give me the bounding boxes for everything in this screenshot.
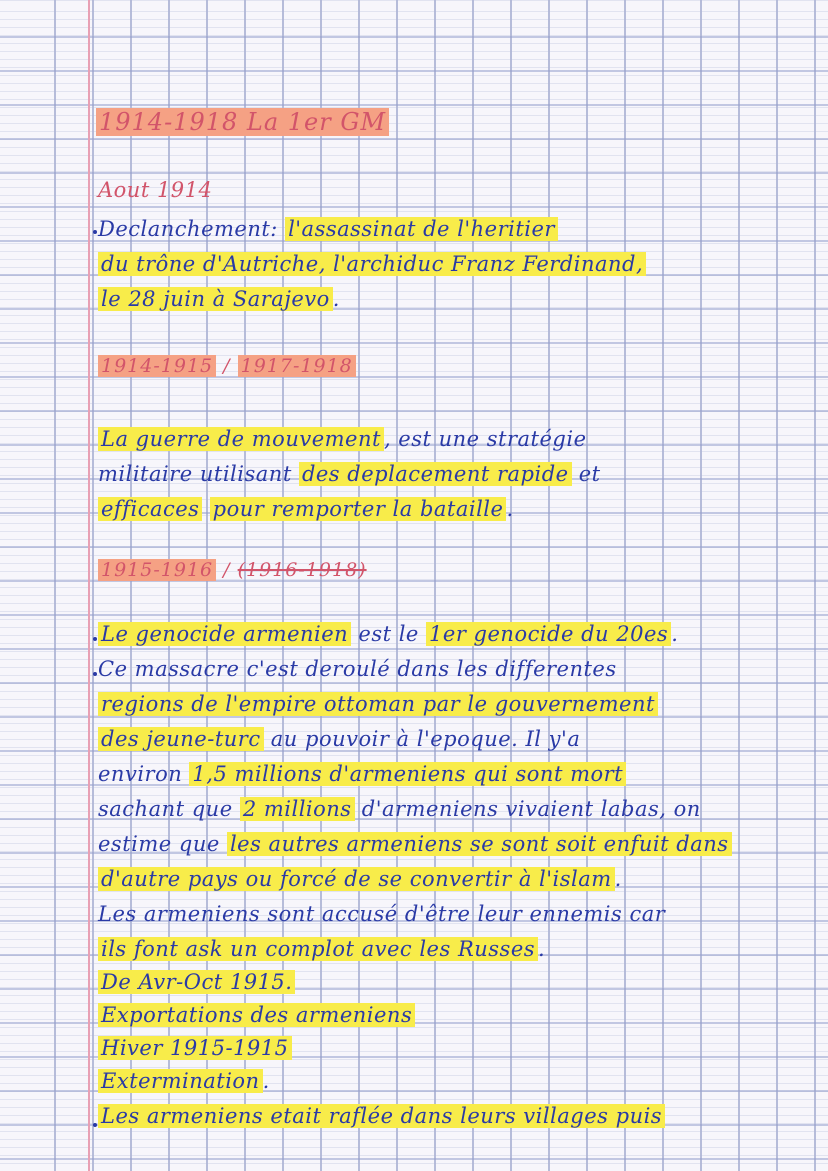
date-heading-1915-1916 [98, 556, 367, 584]
crossed-out-text: (1916-1918) [237, 559, 367, 581]
note-line [98, 760, 626, 788]
note-text: , est une stratégie [383, 427, 587, 451]
note-line [98, 285, 340, 313]
note-text: est le [351, 622, 427, 646]
note-highlight: le 28 juin à Sarajevo [98, 287, 333, 311]
note-line [98, 460, 601, 488]
note-line [98, 935, 545, 963]
note-line [98, 620, 678, 648]
note-highlight: De Avr-Oct 1915. [98, 970, 295, 994]
note-text: . [332, 287, 340, 311]
note-highlight: Les armeniens etait raflée dans leurs villages puis [98, 1104, 665, 1128]
note-text: environ [98, 762, 190, 786]
note-highlight: pour remporter la bataille [210, 497, 507, 521]
note-text: et [571, 462, 601, 486]
title-text: 1914-1918 La 1er GM [96, 108, 389, 136]
note-line [98, 655, 617, 683]
date-heading-aout-1914 [98, 176, 212, 204]
note-line [98, 900, 665, 928]
note-text: sachant que [98, 797, 240, 821]
bullet-dot [93, 637, 97, 641]
date-range: 1914-1915 [98, 355, 216, 377]
note-line [98, 1102, 665, 1130]
note-highlight: ils font ask un complot avec les Russes [98, 937, 538, 961]
note-highlight: l'assassinat de l'heritier [285, 217, 558, 241]
note-line [98, 968, 295, 996]
note-highlight: 2 millions [240, 797, 355, 821]
note-highlight: d'autre pays ou forcé de se convertir à l'islam [98, 867, 615, 891]
date-separator: / [216, 559, 238, 581]
note-text: . [506, 497, 514, 521]
date-range: 1917-1918 [238, 355, 356, 377]
note-line [98, 1001, 415, 1029]
margin-line [88, 0, 90, 1171]
note-line [98, 690, 658, 718]
date-heading-1914-1918 [98, 352, 356, 380]
note-highlight: Le genocide armenien [98, 622, 351, 646]
note-label: Declanchement: [98, 217, 286, 241]
note-highlight: Exportations des armeniens [98, 1003, 415, 1027]
note-text: estime que [98, 832, 227, 856]
bullet-dot [93, 230, 97, 234]
note-highlight: les autres armeniens se sont soit enfuit dans [227, 832, 732, 856]
date-range: 1915-1916 [98, 559, 216, 581]
bullet-dot [93, 1123, 97, 1127]
note-line [98, 1034, 292, 1062]
note-text: . [262, 1069, 270, 1093]
note-highlight: des deplacement rapide [299, 462, 572, 486]
note-line [98, 725, 580, 753]
note-line [98, 425, 587, 453]
note-line [98, 865, 622, 893]
note-text: militaire utilisant [98, 462, 299, 486]
note-highlight: efficaces [98, 497, 202, 521]
note-text: Les armeniens sont accusé d'être leur ennemis car [98, 902, 666, 926]
note-text: au pouvoir à l'epoque. Il y'a [263, 727, 581, 751]
note-highlight: 1er genocide du 20es [426, 622, 671, 646]
note-text: . [671, 622, 679, 646]
note-highlight: Extermination [98, 1069, 263, 1093]
note-line [98, 250, 646, 278]
note-highlight: regions de l'empire ottoman par le gouvernement [98, 692, 658, 716]
note-highlight: Hiver 1915-1915 [98, 1036, 292, 1060]
date-heading-text: Aout 1914 [98, 178, 213, 202]
note-highlight: 1,5 millions d'armeniens qui sont mort [189, 762, 626, 786]
note-text: Ce massacre c'est deroulé dans les differentes [98, 657, 617, 681]
date-separator: / [216, 355, 238, 377]
note-text: . [614, 867, 622, 891]
note-text [202, 497, 209, 521]
page-title [96, 108, 389, 136]
bullet-dot [93, 672, 97, 676]
note-text: . [538, 937, 546, 961]
note-line [98, 215, 558, 243]
note-highlight: des jeune-turc [98, 727, 264, 751]
note-line [98, 1067, 270, 1095]
note-text: d'armeniens vivaient labas, on [354, 797, 701, 821]
note-highlight: La guerre de mouvement [98, 427, 384, 451]
note-line [98, 495, 514, 523]
note-line [98, 795, 701, 823]
note-highlight: du trône d'Autriche, l'archiduc Franz Ferdinand, [98, 252, 646, 276]
note-line [98, 830, 732, 858]
